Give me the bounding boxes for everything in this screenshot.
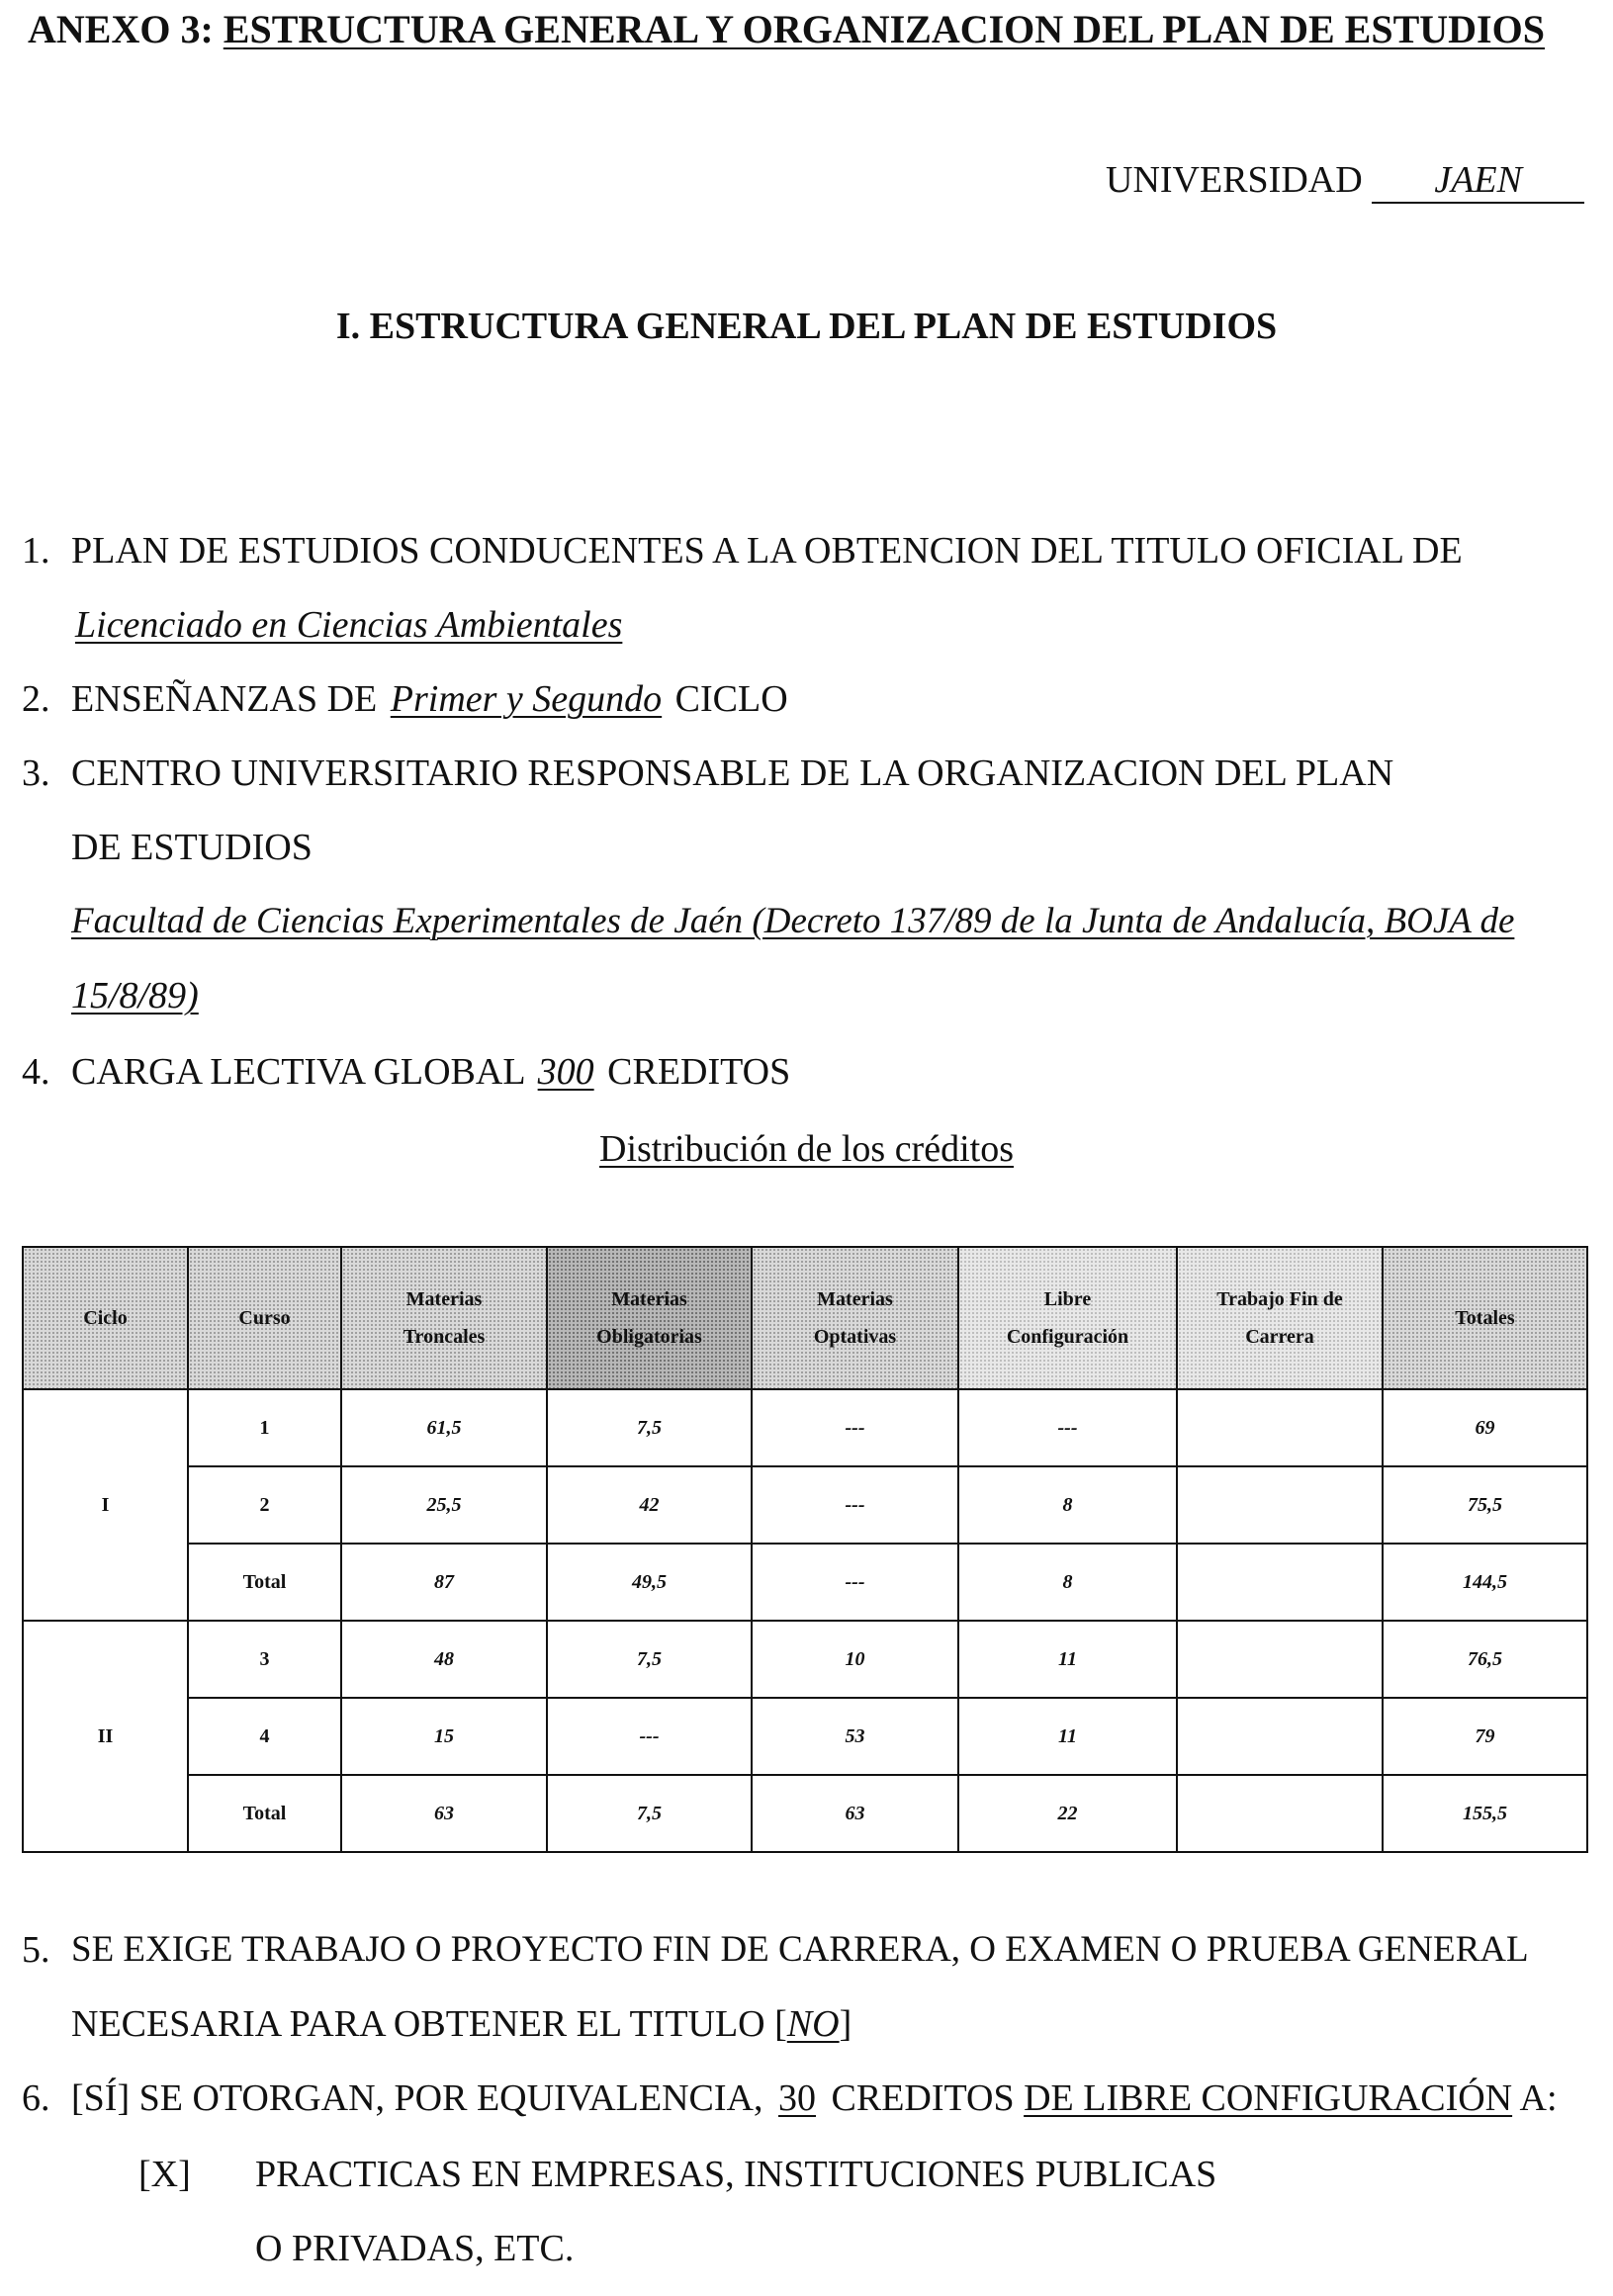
item-5-line-2: NECESARIA PARA OBTENER EL TITULO [NO]	[71, 2003, 852, 2045]
degree-title: Licenciado en Ciencias Ambientales	[75, 604, 623, 646]
cell-tfc	[1177, 1544, 1383, 1621]
cell-obligatorias: 42	[547, 1466, 752, 1544]
table-row-total	[23, 1544, 1587, 1621]
cell-curso: 4	[188, 1698, 341, 1775]
item-6-post: A:	[1519, 2077, 1558, 2119]
university-value: JAEN	[1372, 158, 1584, 204]
cell-troncales: 15	[341, 1698, 547, 1775]
cell-obligatorias: 49,5	[547, 1544, 752, 1621]
cell-libre: 22	[958, 1775, 1177, 1852]
cell-totales: 79	[1383, 1698, 1587, 1775]
section-title: I. ESTRUCTURA GENERAL DEL PLAN DE ESTUDIOS	[335, 306, 1278, 347]
header-ciclo: Ciclo	[23, 1247, 188, 1389]
cell-curso: Total	[188, 1544, 341, 1621]
credits-distribution-table	[22, 1246, 1588, 1853]
cell-libre: 11	[958, 1621, 1177, 1698]
cell-libre: 8	[958, 1466, 1177, 1544]
cell-libre: ---	[958, 1389, 1177, 1466]
cell-totales: 69	[1383, 1389, 1587, 1466]
item-1-text: PLAN DE ESTUDIOS CONDUCENTES A LA OBTENCION DEL TITULO OFICIAL DE	[71, 530, 1463, 572]
item-6-text	[71, 2076, 1558, 2120]
item-1-number: 1.	[22, 530, 50, 572]
cell-optativas: ---	[752, 1389, 958, 1466]
cell-obligatorias: 7,5	[547, 1389, 752, 1466]
cell-curso: 3	[188, 1621, 341, 1698]
item-2-pre: ENSEÑANZAS DE	[71, 678, 378, 720]
cell-obligatorias: 7,5	[547, 1775, 752, 1852]
cell-tfc	[1177, 1466, 1383, 1544]
practicas-line-2: O PRIVADAS, ETC.	[255, 2228, 575, 2269]
header-totales: Totales	[1383, 1247, 1587, 1389]
item-6-mid: CREDITOS	[831, 2077, 1015, 2119]
table-row	[23, 1621, 1587, 1698]
cell-obligatorias: 7,5	[547, 1621, 752, 1698]
item-3-line-1: CENTRO UNIVERSITARIO RESPONSABLE DE LA ORGANIZACION DEL PLAN	[71, 752, 1394, 794]
cell-libre: 11	[958, 1698, 1177, 1775]
table-header-row	[23, 1247, 1587, 1389]
item-3-line-2: DE ESTUDIOS	[71, 827, 313, 868]
university-label: UNIVERSIDAD	[1106, 159, 1363, 201]
item-4-number: 4.	[22, 1051, 50, 1093]
center-decree-date: 15/8/89)	[71, 975, 199, 1016]
item-4-text	[71, 1050, 790, 1094]
practicas-checkbox: [X]	[138, 2154, 191, 2195]
cycle-label: I	[23, 1389, 188, 1621]
header-curso: Curso	[188, 1247, 341, 1389]
cell-curso: 2	[188, 1466, 341, 1544]
cell-optativas: 53	[752, 1698, 958, 1775]
header-obligatorias: Materias Obligatorias	[547, 1247, 752, 1389]
cell-troncales: 48	[341, 1621, 547, 1698]
cell-totales: 76,5	[1383, 1621, 1587, 1698]
cell-troncales: 25,5	[341, 1466, 547, 1544]
item-3-number: 3.	[22, 752, 50, 794]
item-4-post: CREDITOS	[607, 1051, 791, 1093]
total-credits: 300	[537, 1051, 594, 1093]
cell-troncales: 63	[341, 1775, 547, 1852]
header-optativas: Materias Optativas	[752, 1247, 958, 1389]
item-2-post: CICLO	[674, 678, 788, 720]
cell-totales: 144,5	[1383, 1544, 1587, 1621]
practicas-line-1: PRACTICAS EN EMPRESAS, INSTITUCIONES PUBLICAS	[255, 2154, 1217, 2195]
header-tfc: Trabajo Fin de Carrera	[1177, 1247, 1383, 1389]
item-2-number: 2.	[22, 678, 50, 720]
final-project-value: NO	[786, 2003, 840, 2045]
cell-tfc	[1177, 1775, 1383, 1852]
item-3-value-2	[71, 974, 199, 1017]
cell-optativas: ---	[752, 1544, 958, 1621]
table-row	[23, 1466, 1587, 1544]
item-6-underlined: DE LIBRE CONFIGURACIÓN	[1024, 2077, 1513, 2119]
cell-curso: 1	[188, 1389, 341, 1466]
heading-title: ESTRUCTURA GENERAL Y ORGANIZACION DEL PLAN DE ESTUDIOS	[223, 7, 1545, 51]
cell-optativas: ---	[752, 1466, 958, 1544]
cell-tfc	[1177, 1621, 1383, 1698]
cycle-label: II	[23, 1621, 188, 1852]
item-1-value	[71, 603, 622, 647]
cell-optativas: 10	[752, 1621, 958, 1698]
cell-optativas: 63	[752, 1775, 958, 1852]
distribution-title: Distribución de los créditos	[599, 1128, 1014, 1170]
item-6-pre: [SÍ] SE OTORGAN, POR EQUIVALENCIA,	[71, 2077, 763, 2119]
cell-tfc	[1177, 1698, 1383, 1775]
item-3-value-1	[71, 900, 1514, 942]
cell-tfc	[1177, 1389, 1383, 1466]
equivalence-credits: 30	[778, 2077, 816, 2119]
cell-libre: 8	[958, 1544, 1177, 1621]
cell-troncales: 61,5	[341, 1389, 547, 1466]
cell-troncales: 87	[341, 1544, 547, 1621]
cell-totales: 75,5	[1383, 1466, 1587, 1544]
table-row-total	[23, 1775, 1587, 1852]
cell-obligatorias: ---	[547, 1698, 752, 1775]
center-name: Facultad de Ciencias Experimentales de Jaén (Decreto 137/89 de la Junta de Andalucía, BOJA de	[71, 901, 1515, 941]
item-5-number: 5.	[22, 1929, 50, 1971]
cell-totales: 155,5	[1383, 1775, 1587, 1852]
item-6-number: 6.	[22, 2077, 50, 2119]
item-4-pre: CARGA LECTIVA GLOBAL	[71, 1051, 525, 1093]
cell-curso: Total	[188, 1775, 341, 1852]
table-row	[23, 1389, 1587, 1466]
cycle-value: Primer y Segundo	[390, 678, 663, 720]
header-troncales: Materias Troncales	[341, 1247, 547, 1389]
table-row	[23, 1698, 1587, 1775]
item-5-line-1: SE EXIGE TRABAJO O PROYECTO FIN DE CARRERA, O EXAMEN O PRUEBA GENERAL	[71, 1929, 1529, 1970]
page-heading	[28, 6, 1545, 52]
item-2-text	[71, 677, 788, 721]
university-field	[1106, 158, 1584, 204]
heading-prefix: ANEXO 3:	[28, 7, 214, 51]
header-libre: Libre Configuración	[958, 1247, 1177, 1389]
